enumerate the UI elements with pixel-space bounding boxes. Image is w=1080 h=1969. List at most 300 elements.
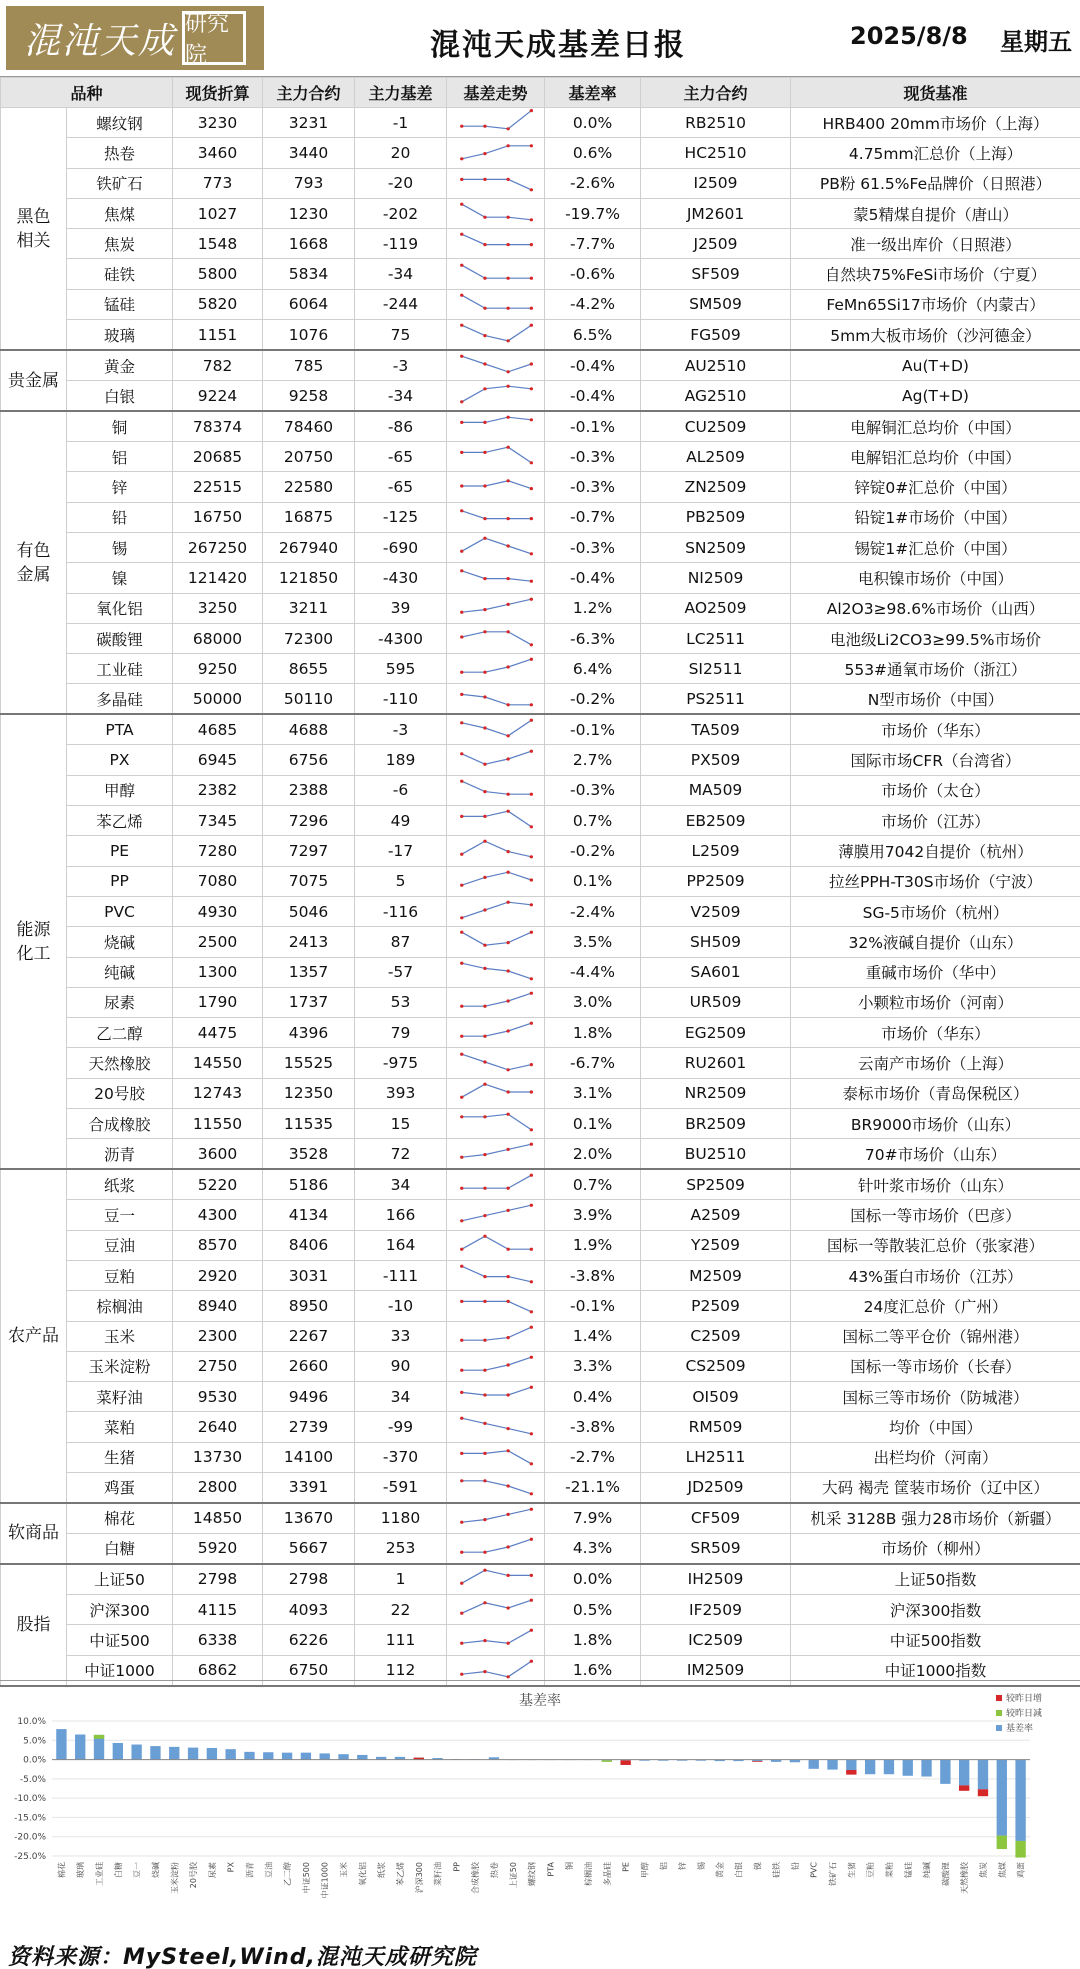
trend-point [483,1153,486,1156]
bar-basis-rate [809,1760,819,1769]
trend-point [506,446,509,449]
trend-point [460,1612,463,1615]
trend-sparkline [447,442,544,471]
spot-price-cell: 1151 [173,320,263,351]
spot-standard-cell: 电解铜汇总均价（中国） [791,411,1080,442]
spot-price-cell: 5800 [173,259,263,289]
trend-point [530,1090,533,1093]
contract-code-cell: A2509 [641,1200,791,1230]
x-tick-label: 苯乙烯 [395,1862,405,1886]
basis-cell: -110 [355,684,447,715]
trend-point [460,451,463,454]
table-row [1,381,1080,412]
table-row [1,1564,1080,1595]
spot-standard-cell: 重碱市场价（华中） [791,957,1080,987]
variety-cell: 碳酸锂 [67,623,173,653]
trend-point [530,825,533,828]
main-price-cell: 785 [263,350,355,381]
spot-price-cell: 2750 [173,1351,263,1381]
basis-cell: -591 [355,1472,447,1503]
trend-point [460,1369,463,1372]
variety-cell: 棉花 [67,1503,173,1534]
table-row [1,1139,1080,1170]
basis-cell: 253 [355,1533,447,1564]
contract-code-cell: SN2509 [641,532,791,562]
x-tick-label: 纸浆 [377,1862,387,1878]
y-tick-label: 5.0% [23,1736,46,1747]
trend-point [506,630,509,633]
col-header-spot: 现货折算 [173,78,263,108]
trend-cell [447,532,545,562]
contract-code-cell: RM509 [641,1412,791,1442]
trend-sparkline [447,1504,544,1533]
trend-point [530,188,533,191]
table-row [1,1442,1080,1472]
basis-cell: 1 [355,1564,447,1595]
table-row [1,138,1080,168]
bar-basis-rate [301,1753,311,1760]
variety-cell: PTA [67,714,173,745]
bar-basis-rate [1015,1760,1025,1841]
main-price-cell: 3391 [263,1472,355,1503]
x-tick-label: 纯碱 [922,1862,932,1878]
trend-point [460,693,463,696]
main-price-cell: 7296 [263,806,355,836]
trend-point [506,127,509,130]
basis-cell: 39 [355,593,447,623]
main-price-cell: 2388 [263,775,355,805]
spot-standard-cell: 市场价（华东） [791,714,1080,745]
trend-line [462,1145,532,1158]
trend-cell [447,1625,545,1655]
variety-cell: 豆一 [67,1200,173,1230]
x-tick-label: 甲醇 [640,1862,650,1878]
trend-sparkline [447,1443,544,1472]
trend-line [462,1236,532,1249]
trend-sparkline [447,806,544,835]
trend-cell [447,1351,545,1381]
trend-line [462,781,532,794]
basis-cell: 34 [355,1382,447,1412]
x-tick-label: 铜 [565,1862,575,1870]
variety-cell: 工业硅 [67,654,173,684]
variety-cell: 菜粕 [67,1412,173,1442]
x-tick-label: 棕榈油 [584,1862,594,1886]
trend-point [506,1300,509,1303]
basis-cell: 166 [355,1200,447,1230]
main-price-cell: 5834 [263,259,355,289]
table-row [1,411,1080,442]
trend-point [460,1265,463,1268]
trend-point [460,1582,463,1585]
trend-sparkline [447,684,544,713]
basis-rate-cell: -7.7% [545,229,641,259]
basis-rate-cell: -0.3% [545,472,641,502]
trend-line [462,1327,532,1340]
logo [6,6,264,70]
spot-price-cell: 9530 [173,1382,263,1412]
main-price-cell: 3231 [263,108,355,138]
main-price-cell: 22580 [263,472,355,502]
spot-price-cell: 3600 [173,1139,263,1170]
trend-line [462,721,532,737]
x-tick-label: 菜粕 [884,1862,894,1878]
bar-increase [959,1785,969,1790]
trend-line [462,1509,532,1522]
trend-point [506,1545,509,1548]
spot-price-cell: 3250 [173,593,263,623]
spot-price-cell: 78374 [173,411,263,442]
trend-point [460,1187,463,1190]
trend-point [530,719,533,722]
spot-price-cell: 14550 [173,1048,263,1078]
contract-code-cell: NR2509 [641,1078,791,1108]
variety-cell: 多晶硅 [67,684,173,715]
spot-standard-cell: FeMn65Si17市场价（内蒙古） [791,289,1080,319]
trend-point [506,1574,509,1577]
trend-point [530,1128,533,1131]
trend-sparkline [447,503,544,532]
bar-decrease [602,1760,612,1762]
basis-cell: -4300 [355,623,447,653]
trend-point [483,1369,486,1372]
contract-code-cell: CF509 [641,1503,791,1534]
basis-rate-cell: 1.9% [545,1230,641,1260]
variety-cell: 20号胶 [67,1078,173,1108]
trend-point [460,1005,463,1008]
trend-point [460,1115,463,1118]
trend-point [530,931,533,934]
spot-price-cell: 9250 [173,654,263,684]
legend-swatch [996,1710,1002,1716]
trend-point [530,977,533,980]
table-row [1,714,1080,745]
contract-code-cell: LC2511 [641,623,791,653]
trend-point [483,1601,486,1604]
table-row [1,654,1080,684]
trend-point [483,362,486,365]
contract-code-cell: AL2509 [641,442,791,472]
basis-rate-cell: -6.3% [545,623,641,653]
trend-point [506,999,509,1002]
variety-cell: 尿素 [67,987,173,1017]
table-row [1,775,1080,805]
contract-code-cell: AU2510 [641,350,791,381]
contract-code-cell: PS2511 [641,684,791,715]
trend-point [530,1247,533,1250]
x-tick-label: 棉花 [57,1862,67,1878]
trend-point [530,1356,533,1359]
basis-cell: -3 [355,350,447,381]
main-price-cell: 267940 [263,532,355,562]
trend-line [462,146,532,159]
main-price-cell: 9258 [263,381,355,412]
x-tick-label: PVC [809,1862,819,1878]
main-price-cell: 5046 [263,896,355,926]
spot-standard-cell: 43%蛋白市场价（江苏） [791,1260,1080,1290]
col-header-main-price: 主力合约 [263,78,355,108]
spot-price-cell: 2500 [173,927,263,957]
basis-rate-cell: -0.1% [545,1291,641,1321]
main-price-cell: 2739 [263,1412,355,1442]
trend-point [506,385,509,388]
trend-line [462,1023,532,1036]
table-row [1,684,1080,715]
variety-cell: 中证1000 [67,1655,173,1686]
spot-standard-cell: 小颗粒市场价（河南） [791,987,1080,1017]
table-row [1,745,1080,775]
contract-code-cell: IM2509 [641,1655,791,1686]
trend-point [460,355,463,358]
trend-line [462,417,532,422]
basis-cell: -430 [355,563,447,593]
trend-point [530,792,533,795]
report-header [0,0,1080,77]
trend-point [483,1234,486,1237]
bar-basis-rate [357,1755,367,1760]
x-tick-label: 玉米 [339,1862,349,1878]
basis-rate-cell: -0.6% [545,259,641,289]
contract-code-cell: SM509 [641,289,791,319]
main-price-cell: 4396 [263,1018,355,1048]
col-header-variety: 品种 [1,78,173,108]
basis-rate-cell: 1.4% [545,1321,641,1351]
trend-point [506,1148,509,1151]
trend-cell [447,1533,545,1564]
x-tick-label: 鸡蛋 [1016,1862,1026,1878]
trend-sparkline [447,624,544,653]
main-price-cell: 793 [263,168,355,198]
trend-sparkline [447,1200,544,1229]
trend-line [462,751,532,764]
spot-price-cell: 4475 [173,1018,263,1048]
trend-point [460,509,463,512]
trend-cell [447,654,545,684]
variety-cell: PP [67,866,173,896]
trend-sparkline [447,199,544,228]
trend-point [483,840,486,843]
basis-rate-cell: -0.2% [545,684,641,715]
contract-code-cell: L2509 [641,836,791,866]
trend-point [483,1421,486,1424]
contract-code-cell: OI509 [641,1382,791,1412]
trend-cell [447,1260,545,1290]
x-tick-label: 镍 [753,1862,763,1870]
basis-rate-cell: -0.3% [545,442,641,472]
basis-rate-cell: -2.4% [545,896,641,926]
trend-cell [447,138,545,168]
basis-cell: 20 [355,138,447,168]
trend-point [460,263,463,266]
x-tick-label: 碳酸锂 [941,1862,951,1886]
spot-price-cell: 5220 [173,1169,263,1200]
trend-line [462,1266,532,1282]
trend-line [462,1661,532,1677]
x-tick-label: 铁矿石 [828,1862,838,1886]
trend-point [460,1247,463,1250]
trend-sparkline [447,1473,544,1502]
basis-rate-cell: -19.7% [545,198,641,228]
trend-point [506,1449,509,1452]
main-price-cell: 1668 [263,229,355,259]
spot-standard-cell: HRB400 20mm市场价（上海） [791,108,1080,138]
contract-code-cell: P2509 [641,1291,791,1321]
contract-code-cell: J2509 [641,229,791,259]
spot-price-cell: 68000 [173,623,263,653]
trend-point [530,276,533,279]
bar-basis-rate [338,1754,348,1759]
main-price-cell: 5667 [263,1533,355,1564]
basis-rate-cell: 3.5% [545,927,641,957]
trend-point [506,1209,509,1212]
trend-point [483,1338,486,1341]
contract-code-cell: HC2510 [641,138,791,168]
main-price-cell: 12350 [263,1078,355,1108]
trend-sparkline [447,229,544,258]
trend-point [483,944,486,947]
trend-point [506,339,509,342]
spot-standard-cell: 市场价（太仓） [791,775,1080,805]
trend-line [462,480,532,488]
trend-point [483,790,486,793]
basis-rate-cell: -0.4% [545,350,641,381]
trend-cell [447,442,545,472]
table-row [1,532,1080,562]
trend-cell [447,1109,545,1139]
x-tick-label: 烧碱 [151,1862,161,1878]
trend-point [530,1629,533,1632]
trend-point [483,421,486,424]
x-tick-label: PP [452,1862,462,1872]
trend-sparkline [447,260,544,289]
contract-code-cell: EB2509 [641,806,791,836]
trend-line [462,902,532,918]
trend-point [506,735,509,738]
trend-line [462,1176,532,1189]
variety-cell: 烧碱 [67,927,173,957]
x-tick-label: 合成橡胶 [471,1862,481,1894]
bar-basis-rate [282,1753,292,1760]
data-source: 资料来源：MySteel,Wind,混沌天成研究院 [8,1945,477,1969]
contract-code-cell: M2509 [641,1260,791,1290]
table-row [1,1109,1080,1139]
x-tick-label: 乙二醇 [283,1862,293,1886]
main-price-cell: 1230 [263,198,355,228]
basis-cell: 164 [355,1230,447,1260]
table-row [1,168,1080,198]
bar-basis-rate [150,1746,160,1760]
trend-line [462,179,532,189]
category-cell: 能源 化工 [1,714,67,1169]
trend-cell [447,987,545,1017]
x-tick-label: 白糖 [113,1862,123,1878]
contract-code-cell: RB2510 [641,108,791,138]
spot-price-cell: 14850 [173,1503,263,1534]
main-price-cell: 4093 [263,1594,355,1624]
category-cell: 黑色 相关 [1,108,67,351]
spot-standard-cell: 云南产市场价（上海） [791,1048,1080,1078]
trend-line [462,842,532,858]
trend-cell [447,472,545,502]
trend-point [483,1300,486,1303]
trend-point [506,243,509,246]
trend-point [530,856,533,859]
bar-increase [978,1789,988,1796]
main-price-cell: 6226 [263,1625,355,1655]
spot-price-cell: 12743 [173,1078,263,1108]
spot-price-cell: 4115 [173,1594,263,1624]
trend-point [460,779,463,782]
spot-standard-cell: 锡锭1#汇总价（中国） [791,532,1080,562]
spot-standard-cell: 铅锭1#市场价（中国） [791,502,1080,532]
contract-code-cell: V2509 [641,896,791,926]
trend-line [462,1357,532,1370]
variety-cell: 白银 [67,381,173,412]
bar-basis-rate [56,1729,66,1759]
main-price-cell: 6750 [263,1655,355,1686]
table-row [1,957,1080,987]
basis-rate-cell: -6.7% [545,1048,641,1078]
x-tick-label: 多晶硅 [602,1862,612,1886]
trend-point [460,931,463,934]
trend-point [460,570,463,573]
variety-cell: 上证50 [67,1564,173,1595]
trend-sparkline [447,1565,544,1594]
x-tick-label: 硅铁 [772,1862,782,1878]
contract-code-cell: NI2509 [641,563,791,593]
trend-sparkline [447,927,544,956]
table-row [1,1533,1080,1564]
trend-point [506,1068,509,1071]
trend-point [460,722,463,725]
basis-rate-cell: 0.0% [545,1564,641,1595]
spot-standard-cell: 市场价（江苏） [791,806,1080,836]
report-date: 2025/8/8 [850,22,968,50]
category-cell: 有色 金属 [1,411,67,714]
x-tick-label: 尿素 [207,1862,217,1878]
basis-cell: 393 [355,1078,447,1108]
basis-cell: -34 [355,381,447,412]
variety-cell: 棕榈油 [67,1291,173,1321]
spot-standard-cell: 电解铝汇总均价（中国） [791,442,1080,472]
bar-decrease [1015,1841,1025,1858]
trend-sparkline [447,533,544,562]
trend-point [483,908,486,911]
trend-point [506,577,509,580]
bar-basis-rate [827,1760,837,1770]
bar-basis-rate [131,1745,141,1760]
contract-code-cell: SI2511 [641,654,791,684]
basis-rate-cell: 6.4% [545,654,641,684]
spot-standard-cell: 国标一等市场价（长春） [791,1351,1080,1381]
trend-point [506,901,509,904]
basis-rate-cell: -4.4% [545,957,641,987]
trend-point [530,517,533,520]
variety-cell: 菜籽油 [67,1382,173,1412]
trend-point [530,1280,533,1283]
spot-price-cell: 7280 [173,836,263,866]
trend-line [462,386,532,402]
main-price-cell: 3440 [263,138,355,168]
trend-sparkline [447,897,544,926]
spot-price-cell: 6338 [173,1625,263,1655]
trend-point [530,1492,533,1495]
y-tick-label: 0.0% [23,1755,46,1766]
col-header-basis: 主力基差 [355,78,447,108]
trend-point [460,125,463,128]
trend-point [530,1063,533,1066]
variety-cell: 铅 [67,502,173,532]
